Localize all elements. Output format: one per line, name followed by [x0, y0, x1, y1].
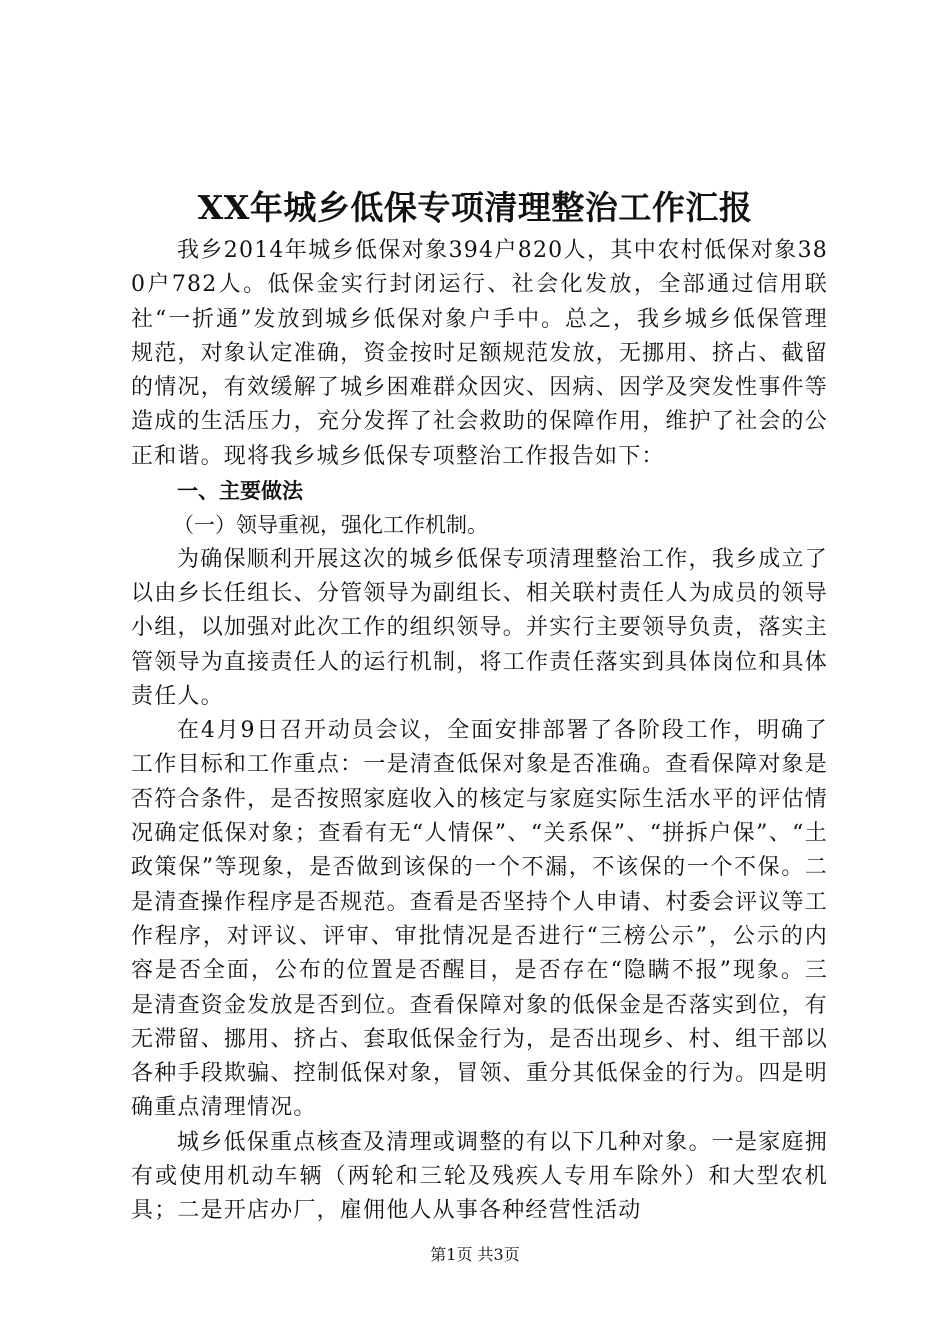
- subsection-heading-leadership: （一）领导重视，强化工作机制。: [173, 513, 488, 538]
- intro-paragraph: 我乡2014年城乡低保对象394户820人，其中农村低保对象380户782人。低保金实行封闭运行、社会化发放，全部通过信用联社“一折通”发放到城乡低保对象户手中。总之，我乡城乡低保管理规范，对象认定准确，资金按时足额规范发放，无挪用、挤占、截留的情况，有效缓解了城乡困难群众因灾、因病、因学及突发性事件等造成的生活压力，充分发挥了社会救助的保障作用，维护了社会的公正和谐。现将我乡城乡低保专项整治工作报告如下：: [131, 238, 828, 469]
- page-footer: 第1页 共3页: [430, 1245, 520, 1264]
- body-paragraph-1: 为确保顺利开展这次的城乡低保专项清理整治工作，我乡成立了以由乡长任组长、分管领导为副组长、相关联村责任人为成员的领导小组，以加强对此次工作的组织领导。并实行主要领导负责，落实主管领导为直接责任人的运行机制，将工作责任落实到具体岗位和具体责任人。: [131, 546, 828, 709]
- body-paragraph-2: 在4月9日召开动员会议，全面安排部署了各阶段工作，明确了工作目标和工作重点：一是清查低保对象是否准确。查看保障对象是否符合条件，是否按照家庭收入的核定与家庭实际生活水平的评估情况确定低保对象；查看有无“人情保”、“关系保”、“拼拆户保”、“土政策保”等现象，是否做到该保的一个不漏，不该保的一个不保。二是清查操作程序是否规范。查看是否坚持个人申请、村委会评议等工作程序，对评议、评审、审批情况是否进行“三榜公示”，公示的内容是否全面，公布的位置是否醒目，是否存在“隐瞒不报”现象。三是清查资金发放是否到位。查看保障对象的低保金是否落实到位，有无滞留、挪用、挤占、套取低保金行为，是否出现乡、村、组干部以各种手段欺骗、控制低保对象，冒领、重分其低保金的行为。四是明确重点清理情况。: [131, 718, 828, 1121]
- document-body: [131, 234, 828, 1229]
- document-title: XX年城乡低保专项清理整治工作汇报: [197, 188, 753, 227]
- body-paragraph-3: 城乡低保重点核查及清理或调整的有以下几种对象。一是家庭拥有或使用机动车辆（两轮和三轮及残疾人专用车除外）和大型农机具；二是开店办厂，雇佣他人从事各种经营性活动: [131, 1129, 828, 1224]
- section-heading-main-practices: 一、主要做法: [177, 479, 303, 504]
